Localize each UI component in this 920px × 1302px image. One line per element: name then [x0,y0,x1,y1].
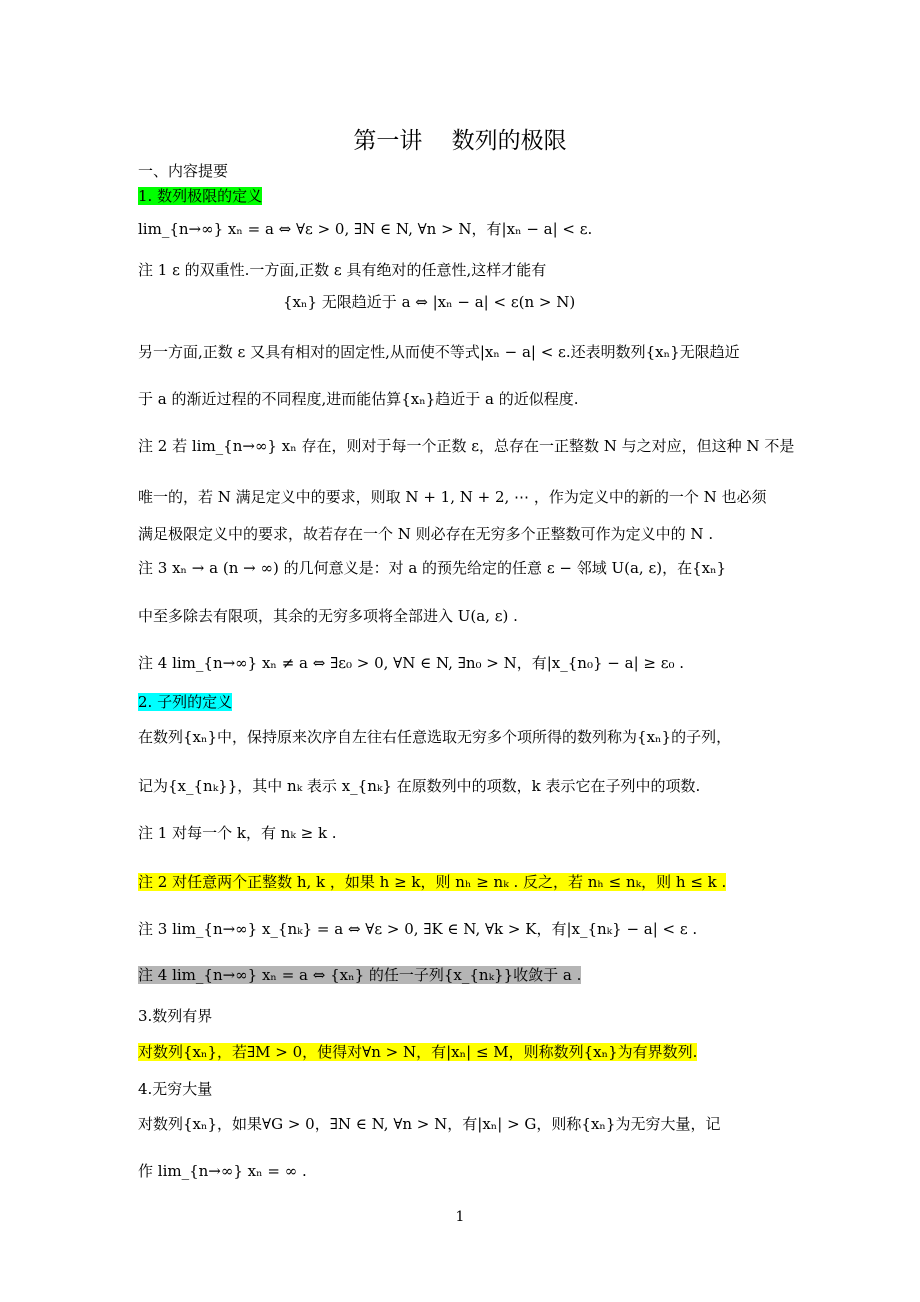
note1-formula: {xₙ} 无限趋近于 a ⇔ |xₙ − a| < ε(n > N) [283,293,576,311]
heading-infinite-quantity: 4.无穷大量 [138,1080,213,1098]
subseq-note1: 注 1 对每一个 k，有 nₖ ≥ k . [138,824,337,842]
note3-line1: 注 3 xₙ → a (n → ∞) 的几何意义是：对 a 的预先给定的任意 ε − 邻域 U(a, ε)，在{xₙ} [138,559,727,577]
infinite-line1: 对数列{xₙ}，如果∀G > 0，∃N ∈ N, ∀n > N，有|xₙ| > G，则称{xₙ}为无穷大量，记 [138,1115,721,1133]
note1-line4: 于 a 的渐近过程的不同程度,进而能估算{xₙ}趋近于 a 的近似程度. [138,390,579,408]
note3-line2: 中至多除去有限项，其余的无穷多项将全部进入 U(a, ε) . [138,607,518,625]
note2-line3: 满足极限定义中的要求，故若存在一个 N 则必存在无穷多个正整数可作为定义中的 N . [138,525,714,543]
note2-line2: 唯一的，若 N 满足定义中的要求，则取 N + 1, N + 2, ⋯ ，作为定义中的新的一个 N 也必须 [138,488,767,506]
subsequence-line2: 记为{x_{nₖ}}，其中 nₖ 表示 x_{nₖ} 在原数列中的项数，k 表示它在子列中的项数. [138,777,701,795]
subseq-note3: 注 3 lim_{n→∞} x_{nₖ} = a ⇔ ∀ε > 0, ∃K ∈ N, ∀k > K，有|x_{nₖ} − a| < ε . [138,920,698,938]
subseq-note2: 注 2 对任意两个正整数 h, k ，如果 h ≥ k，则 nₕ ≥ nₖ . 反之，若 nₕ ≤ nₖ，则 h ≤ k . [138,873,727,891]
section-heading: 一、内容提要 [138,162,229,180]
note4-formula: 注 4 lim_{n→∞} xₙ ≠ a ⇔ ∃ε₀ > 0, ∀N ∈ N, ∃n₀ > N，有|x_{n₀} − a| ≥ ε₀ . [138,654,685,672]
note1-line3: 另一方面,正数 ε 又具有相对的固定性,从而使不等式|xₙ − a| < ε.还表明数列{xₙ}无限趋近 [138,343,740,361]
subsequence-line1: 在数列{xₙ}中，保持原来次序自左往右任意选取无穷多个项所得的数列称为{xₙ}的子列， [138,728,732,746]
heading-subsequence-definition: 2. 子列的定义 [138,693,233,711]
note2-line1: 注 2 若 lim_{n→∞} xₙ 存在，则对于每一个正数 ε，总存在一正整数 N 与之对应，但这种 N 不是 [138,437,795,455]
note1-line1: 注 1 ε 的双重性.一方面,正数 ε 具有绝对的任意性,这样才能有 [138,261,547,279]
heading-limit-definition: 1. 数列极限的定义 [138,187,263,205]
page-title: 第一讲 数列的极限 [353,128,567,154]
limit-definition-formula: lim_{n→∞} xₙ = a ⇔ ∀ε > 0, ∃N ∈ N, ∀n > N，有|xₙ − a| < ε. [138,220,593,238]
page-number: 1 [455,1209,465,1225]
bounded-definition: 对数列{xₙ}，若∃M > 0，使得对∀n > N，有|xₙ| ≤ M，则称数列{xₙ}为有界数列. [138,1043,698,1061]
infinite-line2: 作 lim_{n→∞} xₙ = ∞ . [138,1162,307,1180]
heading-bounded-sequence: 3.数列有界 [138,1007,213,1025]
subseq-note4: 注 4 lim_{n→∞} xₙ = a ⇔ {xₙ} 的任一子列{x_{nₖ}}收敛于 a . [138,966,582,984]
